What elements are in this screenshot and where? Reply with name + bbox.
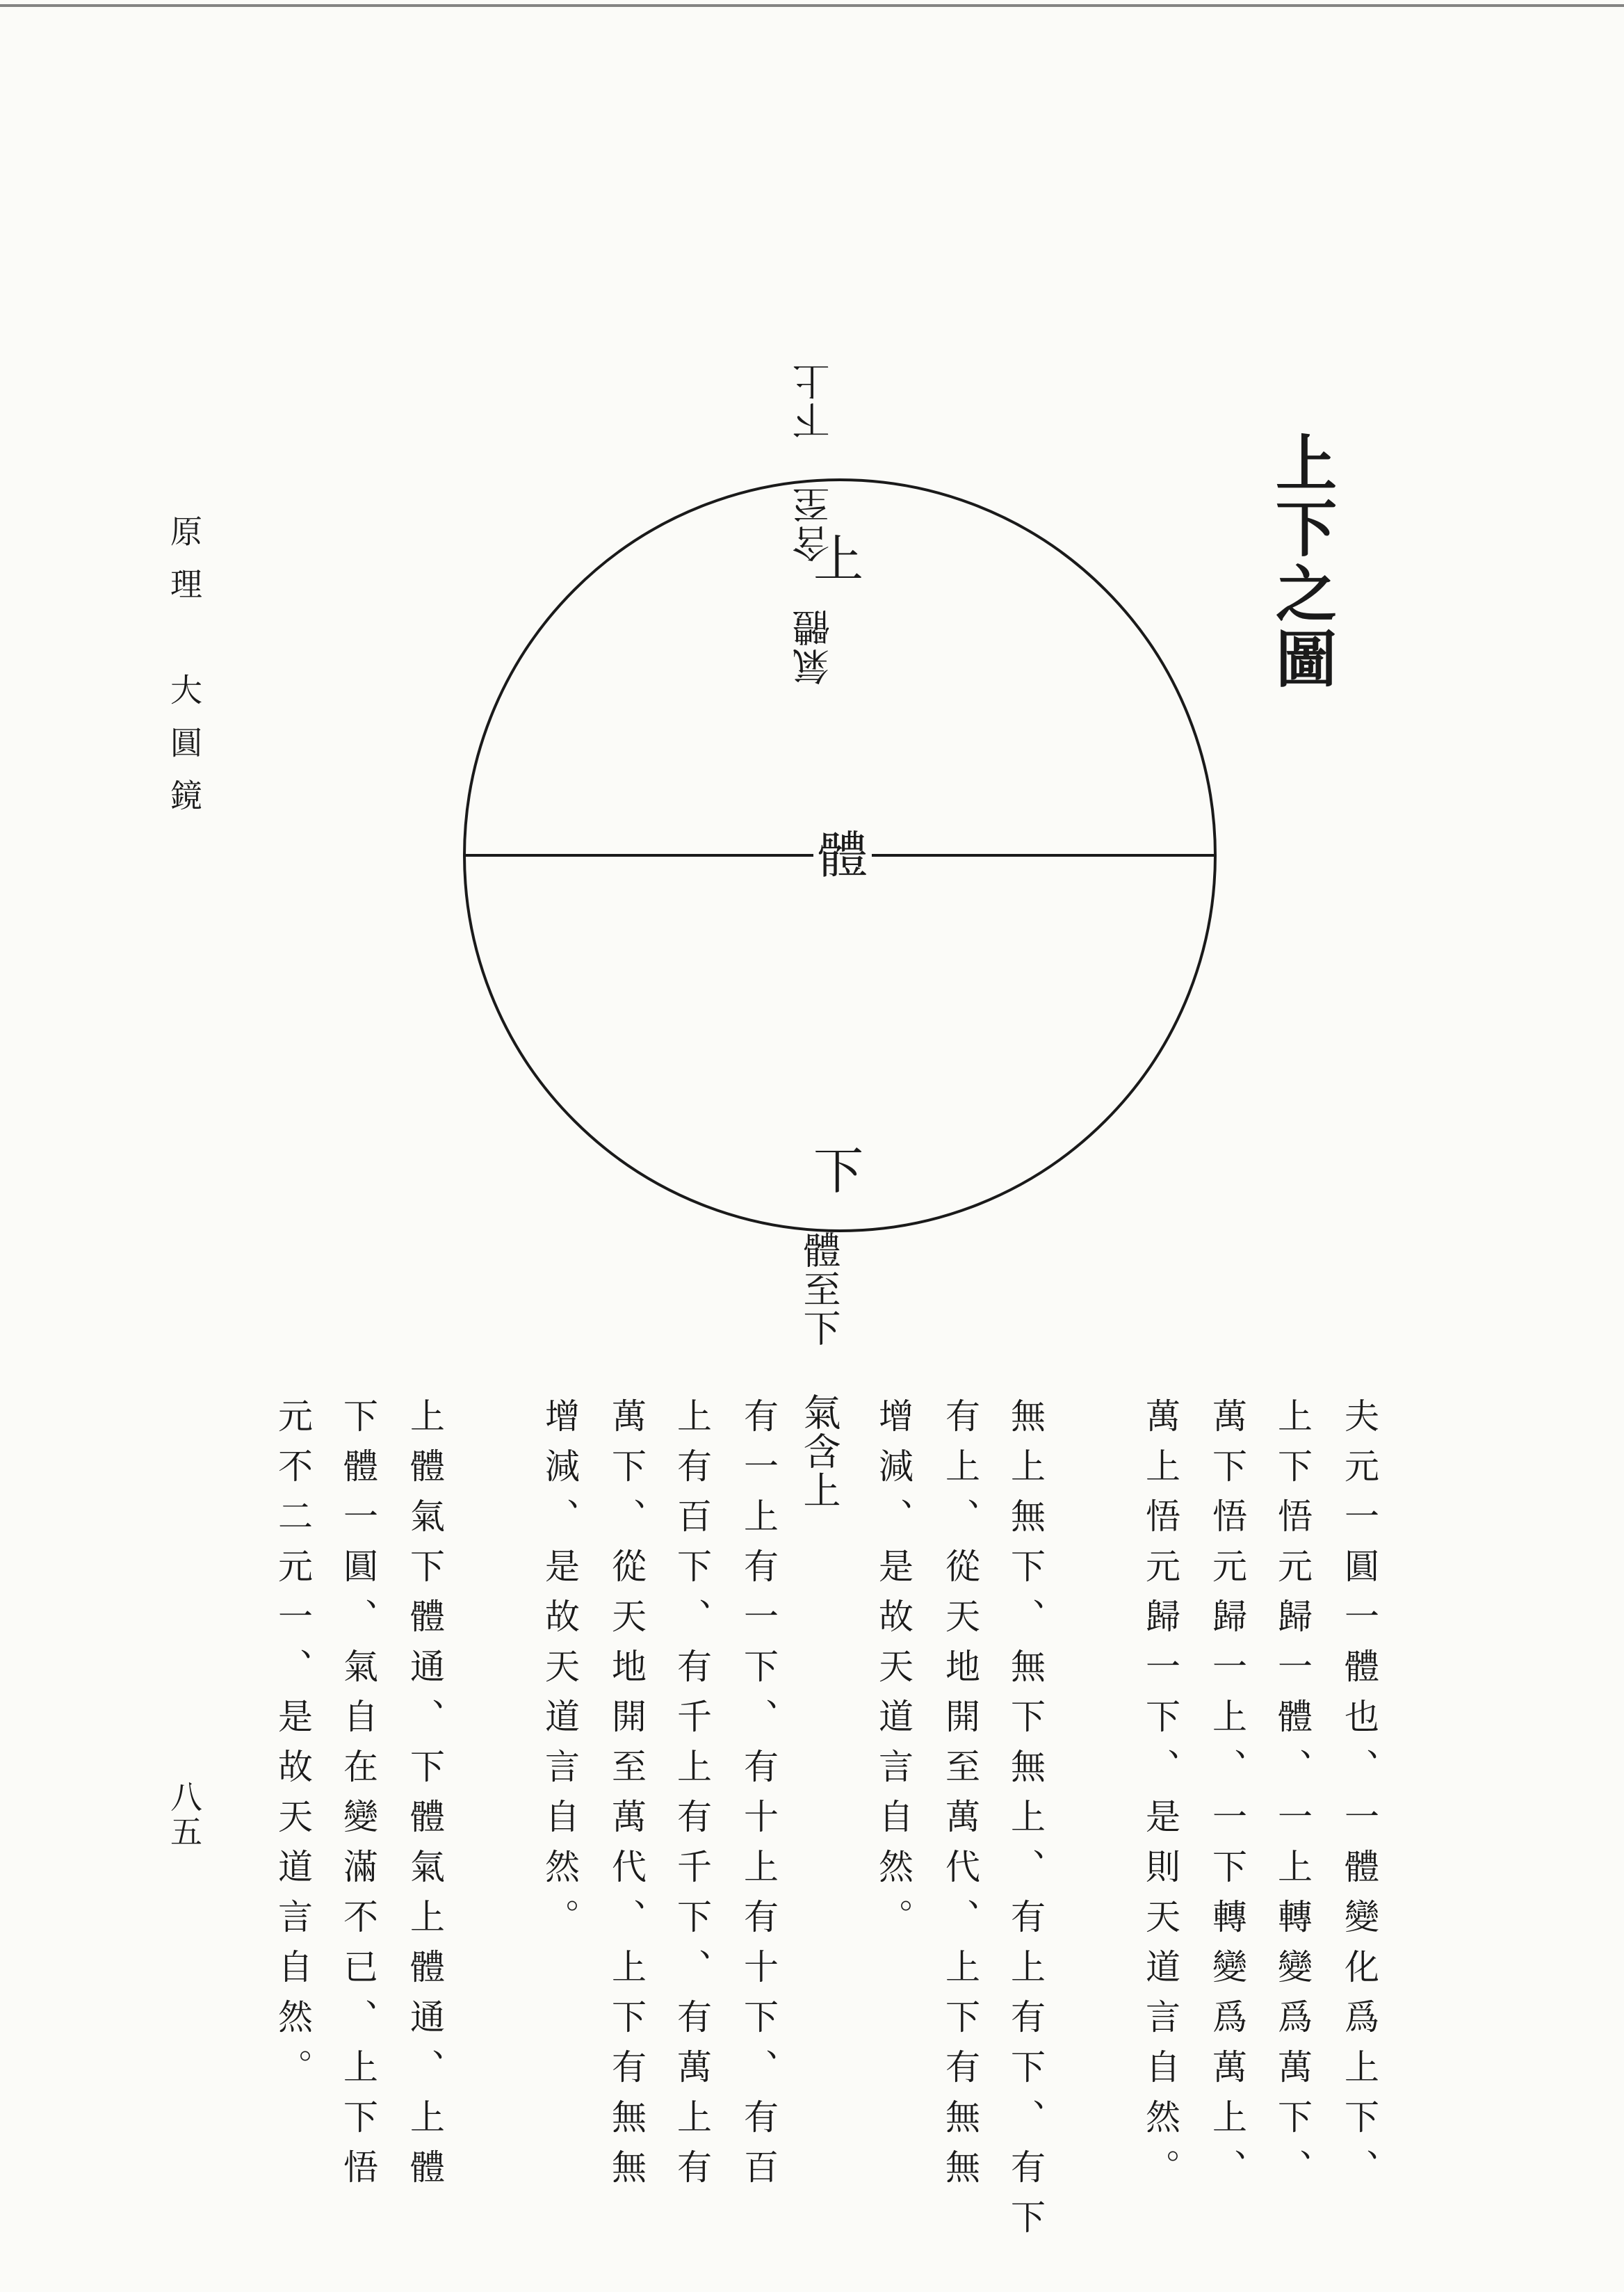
- body-column-14: 元不二元一、是故天道言自然。: [273, 1398, 313, 2099]
- body-column-10: 萬下、從天地開至萬代、上下有無無: [606, 1398, 647, 2199]
- label-bottom-col-1: 體至下: [797, 1231, 841, 1348]
- lower-character: 下: [813, 1142, 864, 1200]
- running-head: 原理 大圓鏡: [165, 515, 203, 832]
- body-column-7: 增減、是故天道言自然。: [873, 1398, 914, 1948]
- page-number: 八五: [165, 1780, 203, 1850]
- body-column-12: 上體氣下體通、下體氣上體通、上體: [405, 1398, 445, 2199]
- body-column-13: 下體一圓、氣自在變滿不已、上下悟: [338, 1398, 378, 2199]
- label-bottom-col-2: 氣含上: [797, 1393, 841, 1510]
- page-title: 上下之圖: [1266, 431, 1338, 693]
- diagram-label-bottom: [793, 1231, 846, 1510]
- center-character: 體: [813, 830, 872, 880]
- body-column-2: 上下悟元歸一體、一上轉變爲萬下、: [1272, 1398, 1313, 2199]
- label-top-col-3: 下上: [792, 362, 836, 439]
- upper-character: 上: [813, 530, 864, 588]
- label-top-col-2: 含至: [792, 485, 836, 563]
- body-column-1: 夫元一圓一體也、一體變化爲上下、: [1339, 1398, 1379, 2199]
- diagram-label-top: [787, 362, 841, 686]
- body-column-3: 萬下悟元歸一上、一下轉變爲萬上、: [1207, 1398, 1247, 2199]
- body-column-5: 無上無下、無下無上、有上有下、有下: [1005, 1398, 1046, 2249]
- body-column-6: 有上、從天地開至萬代、上下有無無: [940, 1398, 980, 2199]
- body-column-11: 增減、是故天道言自然。: [539, 1398, 580, 1948]
- body-column-8: 有一上有一下、有十上有十下、有百: [738, 1398, 779, 2199]
- label-top-col-1: 氣體: [792, 608, 836, 686]
- body-column-4: 萬上悟元歸一下、是則天道言自然。: [1140, 1398, 1180, 2199]
- body-column-9: 上有百下、有千上有千下、有萬上有: [672, 1398, 712, 2199]
